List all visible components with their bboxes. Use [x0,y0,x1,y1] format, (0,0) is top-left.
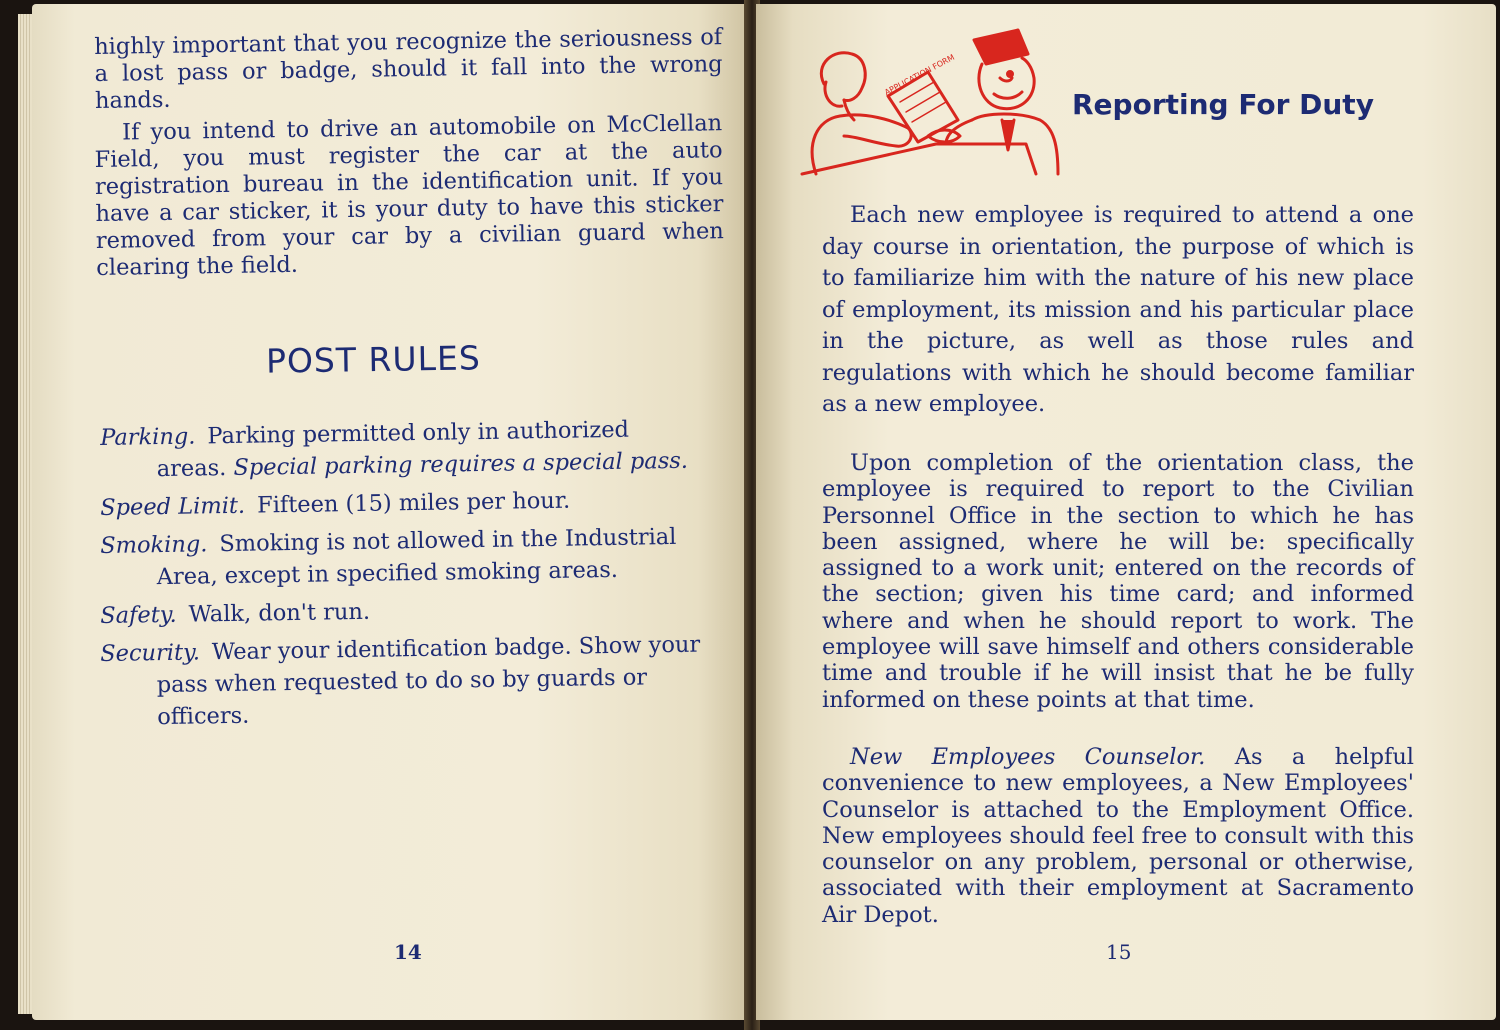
counselor-head: New Employees Counselor. [850,744,1206,770]
counselor-text: As a helpful convenience to new employees, a New Employees' Counselor is attached to the Employment Office. New employees should feel free to consult with this counselor on any problem, personal or otherwise, associated with their employment at Sacramento Air Depot. [822,744,1414,928]
woman-hair-icon [821,53,865,101]
left-page [32,4,748,1020]
rule-head: Security. [100,639,201,667]
left-paragraph-1: highly important that you recognize the seriousness of a lost pass or badge, should it fall into the wrong hands. [94,24,723,114]
page-edges-left [18,14,32,1014]
reception-illustration [796,24,1066,184]
post-rules-list [100,416,701,740]
rule-head: Speed Limit. [100,492,246,521]
rule-text: Wear your identification badge. Show your pass when requested to do so by guards or officers. [156,631,701,731]
man-hat-icon [974,30,1028,64]
rule-italic: Special parking requires a special pass. [233,447,689,481]
rule-parking [100,413,701,486]
page-number-right: 15 [1106,940,1132,964]
rule-head: Smoking. [100,531,208,559]
rule-text: Fifteen (15) miles per hour. [256,487,571,519]
rule-safety [100,591,700,632]
right-paragraph-1: Each new employee is required to attend a one day course in orientation, the purpose of which is to familiarize him with the nature of his new place of employment, its mission and his particular place in the picture, as well as those rules and regulations with which he should become familiar as a new employee. [822,202,1414,417]
rule-text: Smoking is not allowed in the Industrial Area, except in specified smoking areas. [156,523,677,591]
right-paragraph-2: Upon completion of the orientation class, the employee is required to report to the Civilian Personnel Office in the section to which he has been assigned, where he will be: specifically assigned to a work unit; entered on the records of the section; given his time card; and informed where and when he should report to work. The employee will save himself and others considerable time and trouble if he will insist that he be fully informed on these points at that time. [822,450,1414,713]
rule-speed-limit [100,483,700,524]
rule-smoking [100,521,701,594]
section-title: POST RULES [265,338,482,381]
page-title: Reporting For Duty [1072,88,1374,121]
right-paragraph-3 [822,744,1414,928]
rule-security [100,629,701,734]
form-label: APPLICATION FORM [883,52,956,98]
left-paragraph-2: If you intend to drive an automobile on McClellan Field, you must register the car at the auto registration bureau in the identification unit. If you have a car sticker, it is your duty to have this sticker removed from your car by a civilian guard when clearing the field. [94,110,725,281]
rule-head: Parking. [100,423,196,451]
rule-text: Parking permitted only in authorized areas. [156,416,630,483]
right-page [756,4,1496,1020]
left-text-block [94,24,725,282]
rule-head: Safety. [100,601,177,629]
rule-text: Walk, don't run. [188,598,371,628]
page-number-left: 14 [394,940,422,964]
